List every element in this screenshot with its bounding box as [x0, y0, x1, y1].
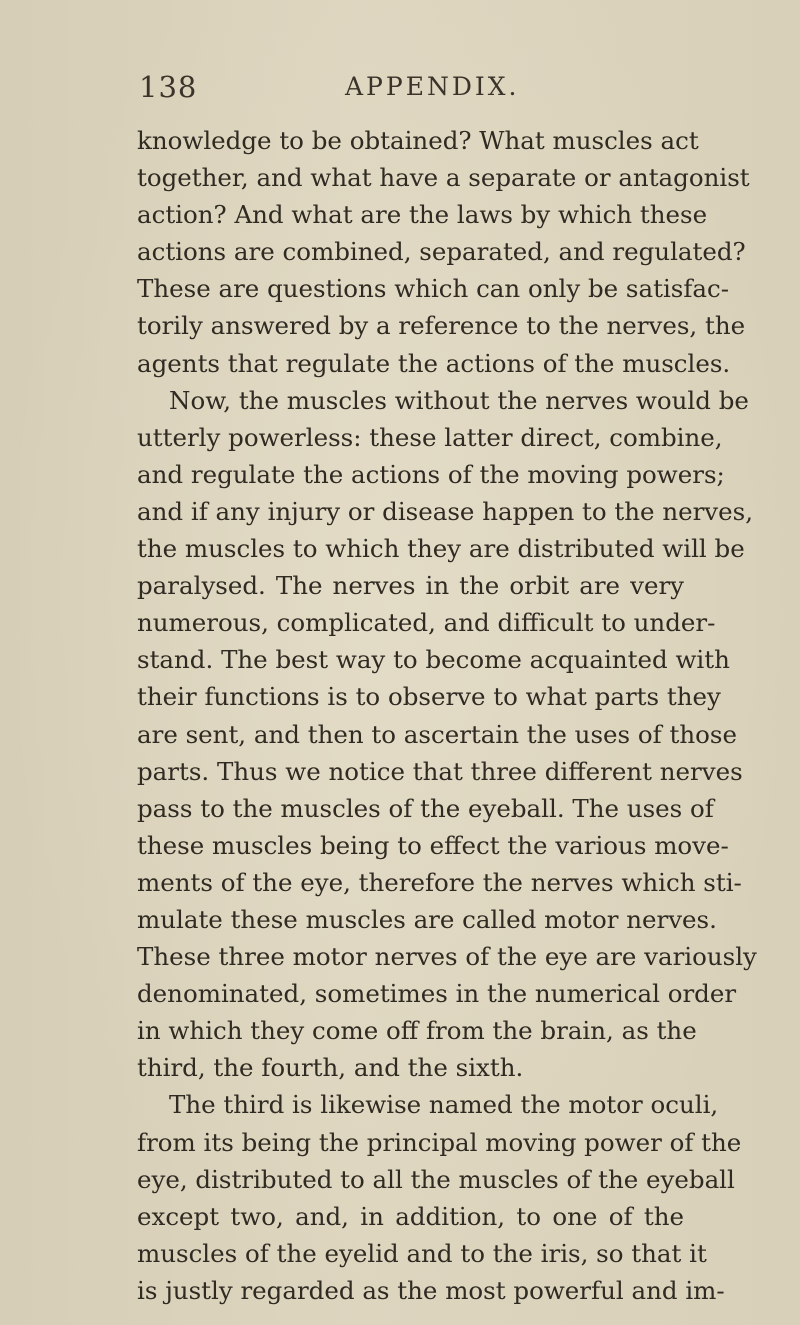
- text-line: muscles of the eyelid and to the iris, so that it: [137, 1238, 707, 1268]
- text-line: torily answered by a reference to the nerves, the: [137, 311, 746, 341]
- text-line: the muscles to which they are distributed will be: [137, 534, 745, 564]
- text-line: their functions is to observe to what parts they: [137, 682, 721, 712]
- text-line: and regulate the actions of the moving powers;: [137, 459, 725, 489]
- text-line: in which they come off from the brain, as the: [137, 1016, 697, 1046]
- text-line: together, and what have a separate or antagonist: [137, 163, 750, 193]
- text-line: denominated, sometimes in the numerical order: [137, 979, 737, 1009]
- text-line: numerous, complicated, and difficult to under-: [137, 608, 716, 638]
- text-line: paralysed. The nerves in the orbit are very: [137, 571, 684, 601]
- text-line: parts. Thus we notice that three different nerves: [137, 756, 743, 786]
- page-header-title: APPENDIX.: [345, 72, 520, 101]
- text-line: mulate these muscles are called motor nerves.: [137, 904, 717, 934]
- text-line: These are questions which can only be satisfac-: [137, 274, 730, 304]
- text-line: are sent, and then to ascertain the uses of those: [137, 719, 737, 749]
- running-head: [0, 70, 800, 110]
- text-line: These three motor nerves of the eye are variously: [137, 942, 757, 972]
- text-line: and if any injury or disease happen to the nerves,: [137, 496, 754, 526]
- text-line: from its being the principal moving power of the: [137, 1127, 742, 1157]
- text-line: actions are combined, separated, and regulated?: [137, 237, 746, 267]
- text-line: stand. The best way to become acquainted with: [137, 645, 730, 675]
- text-line: agents that regulate the actions of the muscles.: [137, 348, 731, 378]
- text-line: pass to the muscles of the eyeball. The uses of: [137, 793, 714, 823]
- text-line: these muscles being to effect the various move-: [137, 830, 729, 860]
- text-line: utterly powerless: these latter direct, combine,: [137, 422, 723, 452]
- text-line: is justly regarded as the most powerful and im-: [137, 1275, 725, 1305]
- text-line: action? And what are the laws by which these: [137, 200, 708, 230]
- page-number: 138: [139, 70, 198, 104]
- text-line: third, the fourth, and the sixth.: [137, 1053, 524, 1083]
- text-line: except two, and, in addition, to one of the: [137, 1201, 684, 1231]
- body-text: [137, 122, 757, 1309]
- text-line: The third is likewise named the motor oculi,: [169, 1090, 719, 1120]
- text-line: eye, distributed to all the muscles of the eyeball: [137, 1164, 735, 1194]
- text-line: knowledge to be obtained? What muscles act: [137, 126, 699, 155]
- text-line: Now, the muscles without the nerves would be: [169, 385, 749, 415]
- text-line: ments of the eye, therefore the nerves which sti-: [137, 867, 742, 897]
